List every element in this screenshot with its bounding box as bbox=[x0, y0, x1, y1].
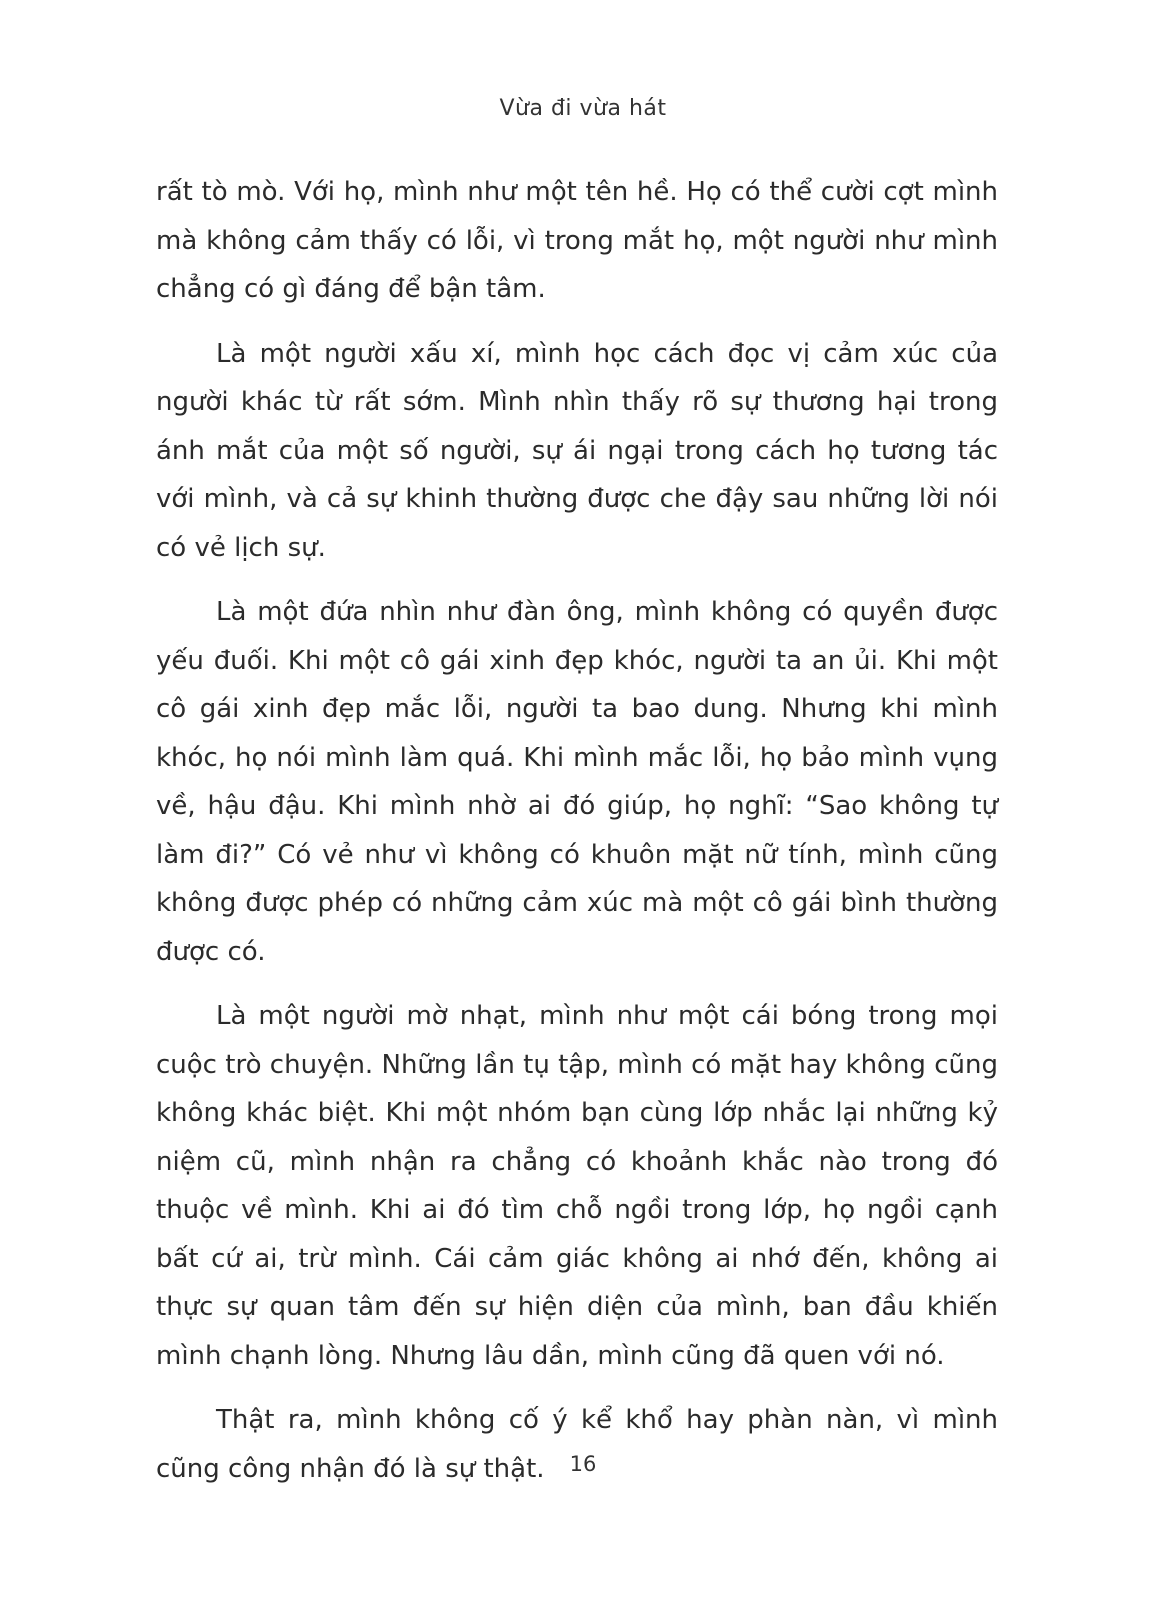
paragraph: Là một người mờ nhạt, mình như một cái bóng trong mọi cuộc trò chuyện. Những lần tụ tập, mình có mặt hay không cũng không khác biệt. Khi một nhóm bạn cùng lớp nhắc lại những kỷ niệm cũ, mình nhận ra chẳng có khoảnh khắc nào trong đó thuộc về mình. Khi ai đó tìm chỗ ngồi trong lớp, họ ngồi cạnh bất cứ ai, trừ mình. Cái cảm giác không ai nhớ đến, không ai thực sự quan tâm đến sự hiện diện của mình, ban đầu khiến mình chạnh lòng. Nhưng lâu dần, mình cũng đã quen với nó. bbox=[156, 1001, 998, 1371]
page-number: 16 bbox=[569, 1452, 597, 1476]
page-body bbox=[156, 168, 998, 1509]
running-header: Vừa đi vừa hát bbox=[499, 96, 667, 121]
paragraph-continued: rất tò mò. Với họ, mình như một tên hề. Họ có thể cười cợt mình mà không cảm thấy có lỗi, vì trong mắt họ, một người như mình chẳng có gì đáng để bận tâm. bbox=[156, 177, 998, 304]
paragraph: Là một người xấu xí, mình học cách đọc vị cảm xúc của người khác từ rất sớm. Mình nhìn thấy rõ sự thương hại trong ánh mắt của một số người, sự ái ngại trong cách họ tương tác với mình, và cả sự khinh thường được che đậy sau những lời nói có vẻ lịch sự. bbox=[156, 338, 998, 563]
paragraph: Là một đứa nhìn như đàn ông, mình không có quyền được yếu đuối. Khi một cô gái xinh đẹp khóc, người ta an ủi. Khi một cô gái xinh đẹp mắc lỗi, người ta bao dung. Nhưng khi mình khóc, họ nói mình làm quá. Khi mình mắc lỗi, họ bảo mình vụng về, hậu đậu. Khi mình nhờ ai đó giúp, họ nghĩ: “Sao không tự làm đi?” Có vẻ như vì không có khuôn mặt nữ tính, mình cũng không được phép có những cảm xúc mà một cô gái bình thường được có. bbox=[156, 597, 998, 967]
paragraph: Thật ra, mình không cố ý kể khổ hay phàn nàn, vì mình cũng công nhận đó là sự thật. bbox=[156, 1405, 998, 1484]
